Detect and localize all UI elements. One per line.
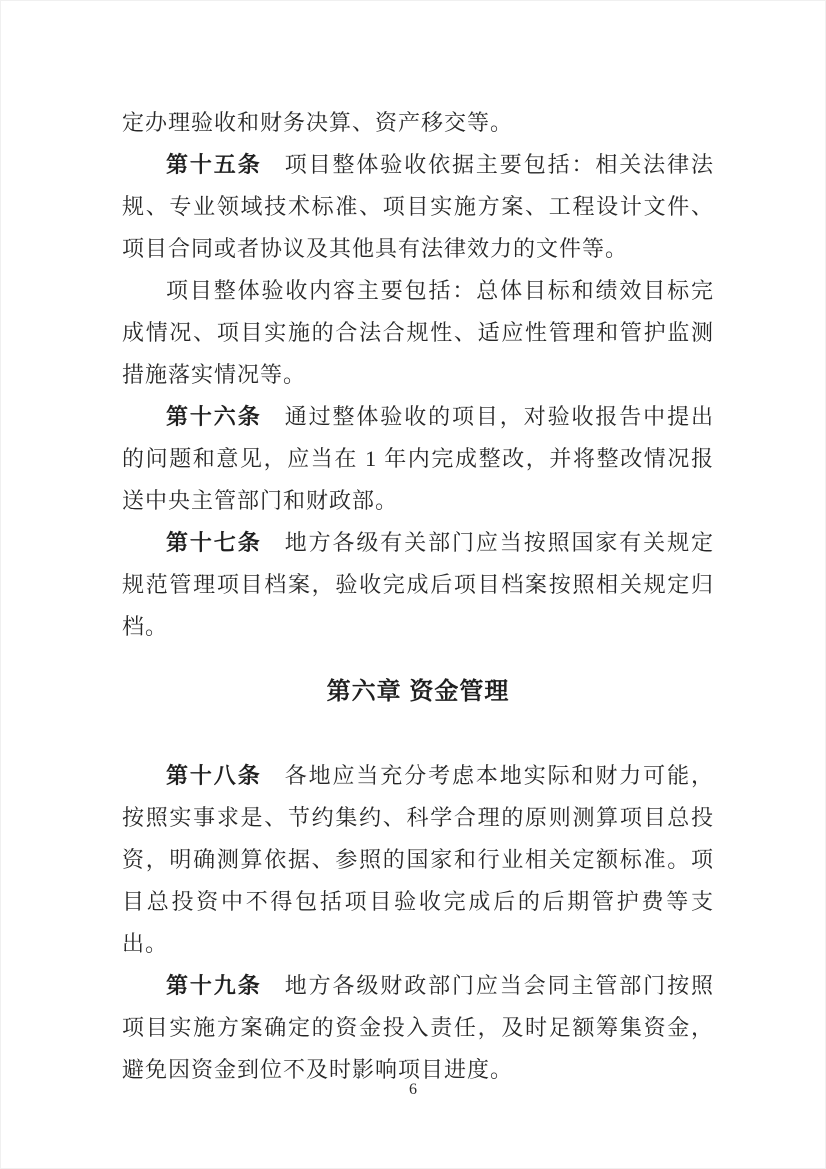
page-footer (1, 1079, 825, 1101)
document-body (122, 102, 714, 1091)
article-19-label: 第十九条 (166, 973, 262, 998)
chapter-heading: 第六章 资金管理 (326, 678, 510, 705)
article-16-text: 通过整体验收的项目，对验收报告中提出的问题和意见，应当在 1 年内完成整改，并将整改情况报送中央主管部门和财政部。 (122, 404, 714, 513)
paragraph-article-15 (122, 144, 714, 270)
paragraph-article-19 (122, 965, 714, 1091)
article-15-label: 第十五条 (166, 152, 262, 177)
article-17-label: 第十七条 (166, 530, 262, 555)
article-18-text: 各地应当充分考虑本地实际和财力可能，按照实事求是、节约集约、科学合理的原则测算项目总投资，明确测算依据、参照的国家和行业相关定额标准。项目总投资中不得包括项目验收完成后的后期管护费等支出。 (122, 763, 714, 956)
paragraph-article-17 (122, 522, 714, 648)
article-17-text: 地方各级有关部门应当按照国家有关规定规范管理项目档案，验收完成后项目档案按照相关规定归档。 (122, 530, 714, 639)
paragraph-article-18 (122, 755, 714, 965)
paragraph-article-16 (122, 396, 714, 522)
page-number: 6 (409, 1081, 417, 1098)
article-19-text: 地方各级财政部门应当会同主管部门按照项目实施方案确定的资金投入责任，及时足额筹集资金，避免因资金到位不及时影响项目进度。 (122, 973, 714, 1082)
paragraph-acceptance-content: 项目整体验收内容主要包括：总体目标和绩效目标完成情况、项目实施的合法合规性、适应性管理和管护监测措施落实情况等。 (122, 278, 714, 387)
article-18-label: 第十八条 (166, 763, 262, 788)
article-15-text: 项目整体验收依据主要包括：相关法律法规、专业领域技术标准、项目实施方案、工程设计文件、项目合同或者协议及其他具有法律效力的文件等。 (122, 152, 714, 261)
article-16-label: 第十六条 (166, 404, 262, 429)
paragraph-continuation: 定办理验收和财务决算、资产移交等。 (122, 110, 514, 135)
